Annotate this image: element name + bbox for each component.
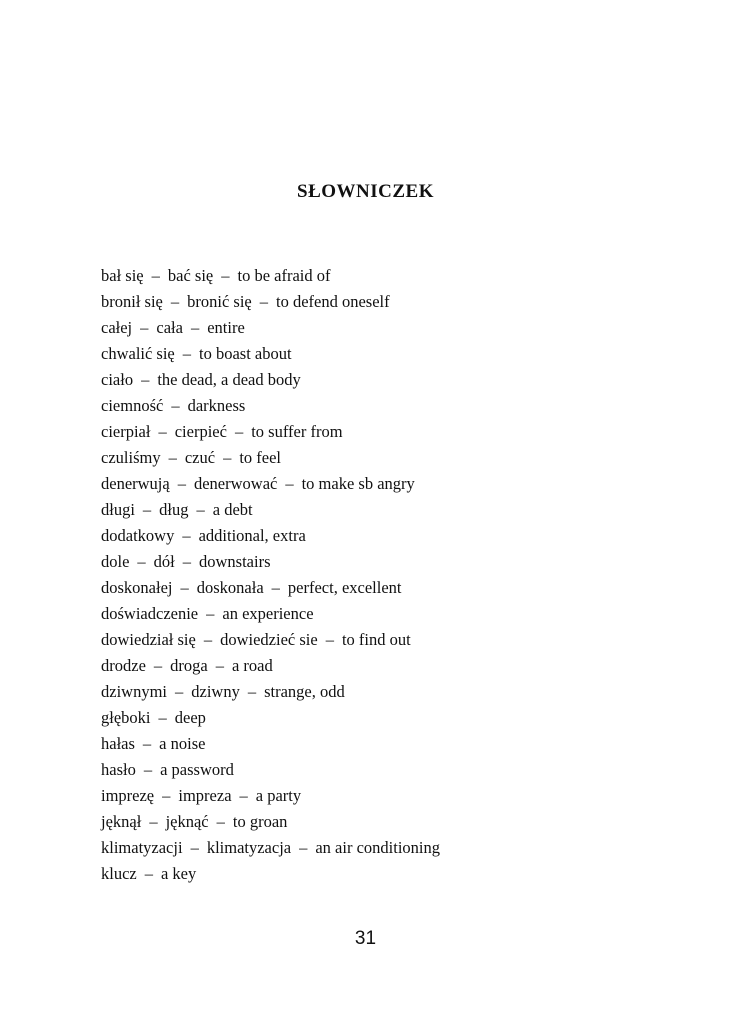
glossary-entry: [101, 367, 701, 393]
entry-translation: to make sb angry: [301, 474, 415, 493]
entry-translation: a debt: [212, 500, 253, 519]
entry-term: hasło: [101, 760, 136, 779]
entry-separator: –: [168, 448, 177, 467]
entry-translation: a noise: [159, 734, 206, 753]
entry-separator: –: [153, 656, 163, 675]
entry-separator: –: [149, 812, 158, 831]
entry-separator: –: [271, 578, 280, 597]
glossary-entry: [101, 575, 701, 601]
entry-term: imprezę: [101, 786, 155, 805]
entry-term: bał się: [101, 266, 144, 285]
entry-term: dziwnymi: [101, 682, 167, 701]
entry-separator: –: [158, 708, 167, 727]
entry-separator: –: [162, 786, 171, 805]
glossary-entry: [101, 809, 701, 835]
entry-term: cierpieć: [174, 422, 227, 441]
entry-term: całej: [101, 318, 133, 337]
entry-translation: to groan: [232, 812, 288, 831]
entry-separator: –: [141, 370, 150, 389]
glossary-entry: [101, 653, 701, 679]
entry-separator: –: [177, 474, 186, 493]
entry-term: doskonała: [196, 578, 264, 597]
entry-separator: –: [171, 396, 180, 415]
entry-translation: downstairs: [199, 552, 271, 571]
glossary-entry: [101, 289, 701, 315]
entry-term: hałas: [101, 734, 135, 753]
entry-translation: to find out: [341, 630, 411, 649]
entry-translation: to boast about: [199, 344, 292, 363]
glossary-entry: [101, 861, 701, 887]
entry-translation: additional, extra: [198, 526, 306, 545]
glossary-entry: [101, 471, 701, 497]
entry-term: klimatyzacja: [206, 838, 292, 857]
entry-term: bronić się: [187, 292, 252, 311]
entry-term: dziwny: [191, 682, 240, 701]
entry-term: bać się: [167, 266, 214, 285]
entry-term: ciało: [101, 370, 134, 389]
entry-separator: –: [299, 838, 308, 857]
entry-separator: –: [140, 318, 149, 337]
entry-separator: –: [247, 682, 257, 701]
entry-translation: a party: [255, 786, 302, 805]
entry-separator: –: [144, 864, 153, 883]
entry-separator: –: [325, 630, 334, 649]
entry-term: dole: [101, 552, 130, 571]
entry-separator: –: [182, 552, 192, 571]
entry-term: doświadczenie: [101, 604, 199, 623]
entry-term: dowiedzieć sie: [220, 630, 318, 649]
entry-separator: –: [158, 422, 167, 441]
entry-translation: deep: [174, 708, 206, 727]
entry-separator: –: [203, 630, 213, 649]
page-number: 31: [354, 928, 377, 949]
entry-term: denerwować: [193, 474, 278, 493]
glossary-entry: [101, 341, 701, 367]
entry-term: cierpiał: [101, 422, 151, 441]
entry-translation: perfect, excellent: [287, 578, 402, 597]
entry-translation: the dead, a dead body: [157, 370, 301, 389]
entry-term: ciemność: [101, 396, 164, 415]
glossary-entry: [101, 627, 701, 653]
entry-term: dodatkowy: [101, 526, 175, 545]
entry-separator: –: [182, 344, 192, 363]
entry-term: jęknąć: [165, 812, 209, 831]
entry-separator: –: [239, 786, 248, 805]
entry-separator: –: [182, 526, 191, 545]
entry-term: impreza: [178, 786, 232, 805]
entry-term: klucz: [101, 864, 137, 883]
entry-term: cała: [156, 318, 183, 337]
entry-separator: –: [180, 578, 189, 597]
glossary-entry: [101, 263, 701, 289]
entry-separator: –: [206, 604, 215, 623]
entry-term: klimatyzacji: [101, 838, 183, 857]
entry-translation: a road: [231, 656, 273, 675]
entry-term: długi: [101, 500, 135, 519]
entry-separator: –: [142, 500, 152, 519]
entry-translation: to be afraid of: [237, 266, 331, 285]
entry-separator: –: [137, 552, 146, 571]
entry-translation: strange, odd: [264, 682, 345, 701]
entry-translation: an air conditioning: [315, 838, 440, 857]
entry-term: dług: [159, 500, 189, 519]
glossary-entry: [101, 783, 701, 809]
entry-separator: –: [170, 292, 180, 311]
entry-term: chwalić się: [101, 344, 175, 363]
entry-term: droga: [170, 656, 208, 675]
glossary-entry: [101, 315, 701, 341]
glossary-entry: [101, 601, 701, 627]
glossary-entry: [101, 523, 701, 549]
page-title: SŁOWNICZEK: [297, 181, 434, 202]
entry-translation: to feel: [239, 448, 281, 467]
entry-term: dół: [153, 552, 175, 571]
glossary-entry: [101, 445, 701, 471]
entry-translation: darkness: [187, 396, 246, 415]
entry-separator: –: [221, 266, 230, 285]
entry-separator: –: [215, 656, 224, 675]
entry-separator: –: [190, 318, 200, 337]
entry-separator: –: [151, 266, 160, 285]
glossary-entry: [101, 549, 701, 575]
entry-translation: to defend oneself: [275, 292, 390, 311]
entry-separator: –: [285, 474, 294, 493]
glossary-entry: [101, 497, 701, 523]
entry-translation: a key: [160, 864, 197, 883]
entry-term: jęknął: [101, 812, 142, 831]
entry-separator: –: [216, 812, 225, 831]
glossary-entry: [101, 757, 701, 783]
entry-term: dowiedział się: [101, 630, 196, 649]
glossary-entry: [101, 731, 701, 757]
entry-translation: a password: [160, 760, 234, 779]
entry-translation: to suffer from: [251, 422, 343, 441]
glossary-entry: [101, 393, 701, 419]
entry-translation: entire: [207, 318, 245, 337]
entry-separator: –: [175, 682, 184, 701]
entry-term: głęboki: [101, 708, 151, 727]
entry-translation: an experience: [222, 604, 314, 623]
entry-term: czuliśmy: [101, 448, 161, 467]
entry-separator: –: [143, 760, 153, 779]
entry-separator: –: [196, 500, 205, 519]
entry-term: denerwują: [101, 474, 170, 493]
entry-separator: –: [142, 734, 152, 753]
glossary-entry: [101, 705, 701, 731]
glossary-entry: [101, 835, 701, 861]
entry-term: bronił się: [101, 292, 163, 311]
glossary-entry: [101, 419, 701, 445]
entry-separator: –: [190, 838, 199, 857]
entry-separator: –: [223, 448, 232, 467]
entry-term: czuć: [184, 448, 216, 467]
entry-term: drodze: [101, 656, 146, 675]
glossary-entry: [101, 679, 701, 705]
glossary-list: [101, 263, 701, 887]
entry-separator: –: [234, 422, 244, 441]
entry-term: doskonałej: [101, 578, 173, 597]
entry-separator: –: [259, 292, 268, 311]
